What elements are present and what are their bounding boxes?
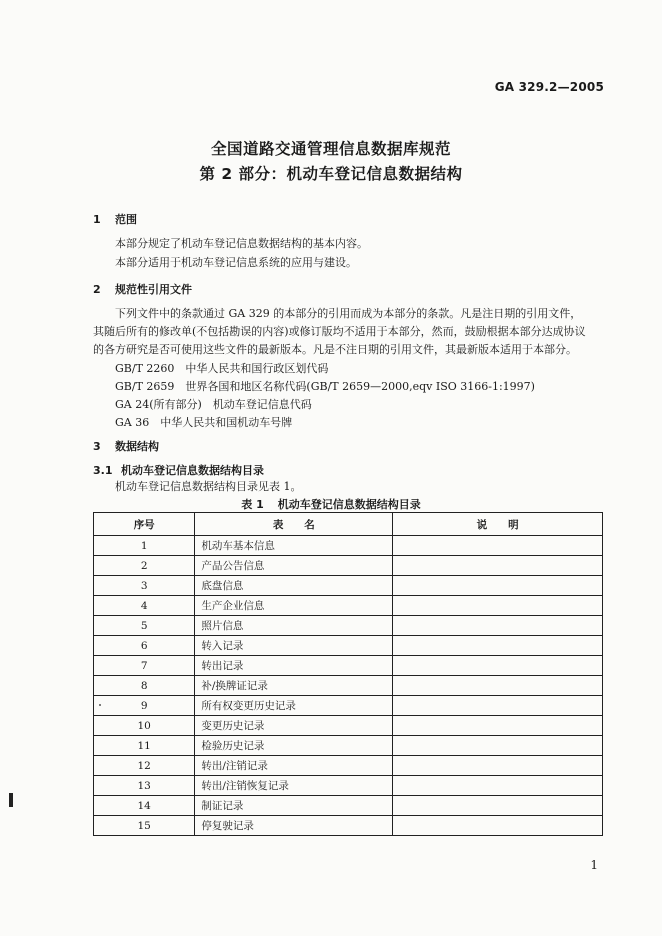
cell-no: 5: [94, 616, 195, 636]
section-title: 数据结构: [115, 440, 159, 453]
reference-item: [115, 414, 292, 430]
cell-desc: [393, 576, 603, 596]
cell-desc: [393, 796, 603, 816]
cell-name: 转出/注销记录: [195, 756, 393, 776]
table-row: [94, 676, 603, 696]
cell-no: 2: [94, 556, 195, 576]
subsection-number: 3.1: [93, 464, 113, 477]
cell-no: 1: [94, 536, 195, 556]
table-row: [94, 716, 603, 736]
cell-no: 8: [94, 676, 195, 696]
table-row: [94, 576, 603, 596]
cell-name: 停复驶记录: [195, 816, 393, 836]
cell-name: 所有权变更历史记录: [195, 696, 393, 716]
cell-no: 4: [94, 596, 195, 616]
cell-desc: [393, 716, 603, 736]
cell-no: 6: [94, 636, 195, 656]
cell-name: 照片信息: [195, 616, 393, 636]
cell-name: 变更历史记录: [195, 716, 393, 736]
cell-no: 13: [94, 776, 195, 796]
cell-no: 7: [94, 656, 195, 676]
cell-name: 底盘信息: [195, 576, 393, 596]
section-2-para-line-1: 下列文件中的条款通过 GA 329 的本部分的引用而成为本部分的条款。凡是注日期的引用文件，: [115, 307, 582, 320]
cell-no: 12: [94, 756, 195, 776]
section-title: 范围: [115, 213, 137, 226]
reference-title: 中华人民共和国行政区划代码: [185, 362, 329, 375]
table-row: [94, 756, 603, 776]
cell-desc: [393, 536, 603, 556]
table-row: [94, 776, 603, 796]
cell-no: 3: [94, 576, 195, 596]
reference-code: GB/T 2659: [115, 380, 175, 393]
table-row: [94, 636, 603, 656]
reference-title: 机动车登记信息代码: [212, 398, 312, 411]
table-row: [94, 816, 603, 836]
cell-desc: [393, 676, 603, 696]
cell-desc: [393, 756, 603, 776]
subsection-3-1-heading: [93, 462, 264, 478]
table-header-row: [94, 513, 603, 536]
scan-margin-mark: [9, 793, 13, 807]
cell-desc: [393, 596, 603, 616]
section-1-para-2: 本部分适用于机动车登记信息系统的应用与建设。: [115, 256, 357, 269]
cell-desc: [393, 696, 603, 716]
cell-desc: [393, 656, 603, 676]
cell-name: 机动车基本信息: [195, 536, 393, 556]
cell-no: 11: [94, 736, 195, 756]
cell-no: 9: [94, 696, 195, 716]
cell-name: 制证记录: [195, 796, 393, 816]
table-row: [94, 656, 603, 676]
document-subtitle: 第 2 部分：机动车登记信息数据结构: [199, 165, 463, 183]
reference-code: GA 36: [115, 416, 150, 429]
cell-name: 检验历史记录: [195, 736, 393, 756]
section-number: 2: [93, 283, 101, 296]
cell-name: 转出/注销恢复记录: [195, 776, 393, 796]
subsection-title: 机动车登记信息数据结构目录: [121, 464, 264, 477]
table-row: [94, 796, 603, 816]
cell-name: 生产企业信息: [195, 596, 393, 616]
cell-name: 转出记录: [195, 656, 393, 676]
cell-desc: [393, 776, 603, 796]
reference-title: 世界各国和地区名称代码(GB/T 2659—2000,eqv ISO 3166-1:1997): [185, 380, 535, 393]
table-row: [94, 536, 603, 556]
subsection-3-1-para: 机动车登记信息数据结构目录见表 1。: [115, 480, 302, 493]
table-row: [94, 616, 603, 636]
reference-item: [115, 360, 328, 376]
standard-code: GA 329.2—2005: [494, 80, 604, 94]
table-row: [94, 736, 603, 756]
page-number: 1: [590, 858, 598, 872]
section-2-para-line-2: 其随后所有的修改单(不包括勘误的内容)或修订版均不适用于本部分，然而，鼓励根据本部分达成协议: [93, 325, 586, 338]
cell-desc: [393, 556, 603, 576]
cell-name: 产品公告信息: [195, 556, 393, 576]
section-number: 3: [93, 440, 101, 453]
table-caption-title: 机动车登记信息数据结构目录: [277, 498, 421, 511]
section-number: 1: [93, 213, 101, 226]
cell-desc: [393, 736, 603, 756]
table-row: [94, 696, 603, 716]
section-title: 规范性引用文件: [115, 283, 192, 296]
document-title: 全国道路交通管理信息数据库规范: [210, 140, 451, 158]
cell-name: 转入记录: [195, 636, 393, 656]
section-1-heading: [93, 211, 137, 227]
cell-name: 补/换牌证记录: [195, 676, 393, 696]
section-3-heading: [93, 438, 159, 454]
section-1-para-1: 本部分规定了机动车登记信息数据结构的基本内容。: [115, 237, 368, 250]
section-2-heading: [93, 281, 192, 297]
cell-desc: [393, 616, 603, 636]
cell-desc: [393, 816, 603, 836]
table-caption-number: 表 1: [241, 498, 264, 511]
cell-no: 15: [94, 816, 195, 836]
column-header-desc: 说 明: [393, 513, 603, 536]
data-structure-table: [93, 512, 603, 836]
table-row: [94, 596, 603, 616]
section-2-para-line-3: 的各方研究是否可使用这些文件的最新版本。凡是不注日期的引用文件，其最新版本适用于本部分。: [93, 343, 577, 356]
reference-item: [115, 396, 312, 412]
reference-code: GA 24(所有部分): [115, 398, 202, 411]
table-caption: [0, 496, 662, 512]
cell-no: 14: [94, 796, 195, 816]
column-header-no: 序号: [94, 513, 195, 536]
cell-desc: [393, 636, 603, 656]
cell-no: 10: [94, 716, 195, 736]
reference-item: [115, 378, 535, 394]
column-header-name: 表 名: [195, 513, 393, 536]
reference-title: 中华人民共和国机动车号牌: [160, 416, 293, 429]
table-row: [94, 556, 603, 576]
reference-code: GB/T 2260: [115, 362, 175, 375]
scan-speck: [99, 704, 101, 706]
